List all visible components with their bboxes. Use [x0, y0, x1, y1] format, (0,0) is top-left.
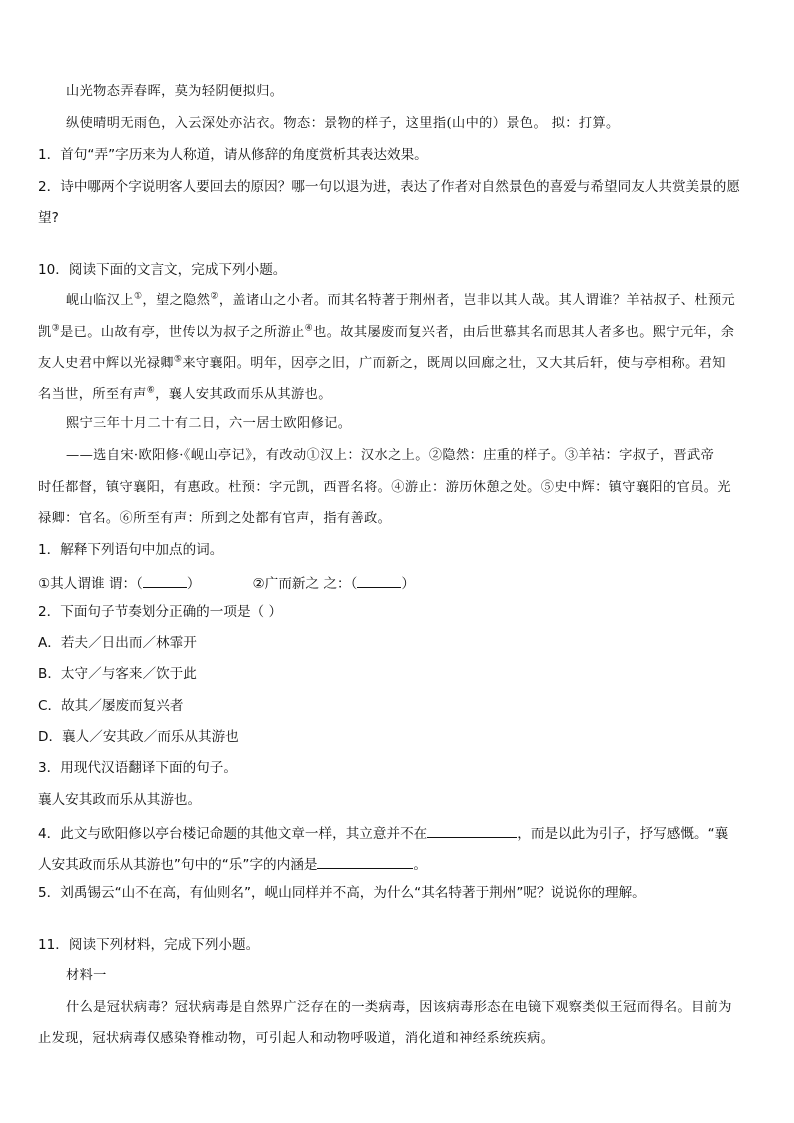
passage-text: 岘山临汉上 — [66, 293, 134, 308]
passage-text: 是已。山故有亭，世传以为叔子之所游止 — [60, 325, 305, 340]
question-poem-1: 1．首句“弄”字历来为人称道，请从修辞的角度赏析其表达效果。 — [38, 147, 428, 163]
passage-text: ，襄人安其政而乐从其游也。 — [155, 387, 332, 402]
passage-text: 友人史君中辉以光禄卿 — [38, 356, 174, 371]
option-d: D．襄人／安其政／而乐从其游也 — [38, 729, 239, 745]
passage-text: 名当世，所至有声 — [38, 387, 147, 402]
passage-line — [38, 323, 734, 343]
footnote-marker: ④ — [304, 323, 314, 334]
question-poem-2-cont: 望? — [38, 210, 59, 226]
item-close: ） — [401, 576, 415, 592]
question-10-4 — [38, 821, 728, 841]
annotation-line: 禄卿：官名。⑥所至有声：所到之处都有官声，指有善政。 — [38, 511, 392, 526]
section-10-heading: 10．阅读下面的文言文，完成下列小题。 — [38, 262, 287, 278]
footnote-marker: ② — [210, 291, 219, 302]
question-10-1: 1．解释下列语句中加点的词。 — [38, 542, 224, 558]
passage-text: 来守襄阳。明年，因亭之旧，广而新之，既周以回廊之壮，又大其后轩，使与亭相称。君知 — [182, 356, 726, 371]
answer-blank[interactable] — [143, 571, 187, 588]
question-text: 人安其政而乐从其游也”句中的“乐”字的内涵是 — [38, 857, 318, 873]
option-c: C．故其／屡废而复兴者 — [38, 698, 184, 714]
material-line: 什么是冠状病毒？冠状病毒是自然界广泛存在的一类病毒，因该病毒形态在电镜下观察类似王冠而得名。目前为 — [66, 1000, 732, 1015]
answer-blank[interactable] — [317, 852, 413, 869]
question-10-1-items — [38, 571, 415, 591]
question-10-3-sentence: 襄人安其政而乐从其游也。 — [38, 792, 202, 808]
question-poem-2: 2．诗中哪两个字说明客人要回去的原因？哪一句以退为进，表达了作者对自然景色的喜爱与希望同友人共赏美景的愿 — [38, 179, 740, 195]
question-10-4-cont — [38, 852, 427, 872]
passage-line — [38, 354, 726, 374]
annotation-line: 时任都督，镇守襄阳，有惠政。杜预：字元凯，西晋名将。④游止：游历休憩之处。⑤史中辉：镇守襄阳的官员。光 — [38, 480, 731, 495]
footnote-marker: ① — [133, 291, 143, 302]
question-10-3: 3．用现代汉语翻译下面的句子。 — [38, 760, 237, 776]
passage-text: 凯 — [38, 325, 52, 340]
item-close: ） — [186, 576, 201, 592]
question-10-2: 2．下面句子节奏划分正确的一项是（ ） — [38, 604, 283, 620]
passage-line — [38, 385, 332, 405]
material-label: 材料一 — [66, 968, 107, 983]
annotation-line: ——选自宋·欧阳修·《岘山亭记》，有改动①汉上：汉水之上。②隐然：庄重的样子。③羊祜：字叔子，晋武帝 — [66, 448, 715, 463]
option-b: B．太守／与客来／饮于此 — [38, 666, 197, 682]
item-label: ①其人谓谁 谓：（ — [38, 576, 143, 592]
footnote-marker: ⑥ — [146, 385, 156, 396]
poem-line-with-notes: 纵使晴明无雨色，入云深处亦沾衣。物态：景物的样子，这里指(山中的）景色。 拟：打算。 — [66, 116, 620, 131]
item-label: ②广而新之 之：（ — [252, 576, 358, 592]
question-text: ，而是以此为引子，抒写感慨。“襄 — [517, 826, 729, 842]
option-a: A．若夫／日出而／林霏开 — [38, 635, 197, 651]
question-10-5: 5．刘禹锡云“山不在高，有仙则名”，岘山同样并不高，为什么“其名特著于荆州”呢？说说你的理解。 — [38, 885, 646, 901]
passage-text: ，望之隐然 — [142, 293, 211, 308]
passage-text: ，盖诸山之小者。而其名特著于荆州者，岂非以其人哉。其人谓谁？羊祜叔子、杜预元 — [218, 293, 736, 308]
passage-text: 也。故其屡废而复兴者，由后世慕其名而思其人者多也。熙宁元年，余 — [313, 325, 735, 340]
material-line: 止发现，冠状病毒仅感染脊椎动物，可引起人和动物呼吸道，消化道和神经系统疾病。 — [38, 1031, 555, 1046]
poem-line: 山光物态弄春晖，莫为轻阴便拟归。 — [66, 84, 284, 99]
footnote-marker: ③ — [51, 323, 61, 334]
answer-blank[interactable] — [427, 821, 517, 838]
passage-line — [66, 291, 735, 311]
passage-signature: 熙宁三年十月二十有二日，六一居士欧阳修记。 — [66, 416, 352, 431]
section-11-heading: 11．阅读下列材料，完成下列小题。 — [38, 937, 260, 953]
question-text: 。 — [413, 857, 428, 873]
answer-blank[interactable] — [357, 571, 401, 588]
footnote-marker: ⑤ — [173, 354, 183, 365]
question-text: 4．此文与欧阳修以亭台楼记命题的其他文章一样，其立意并不在 — [38, 826, 428, 842]
